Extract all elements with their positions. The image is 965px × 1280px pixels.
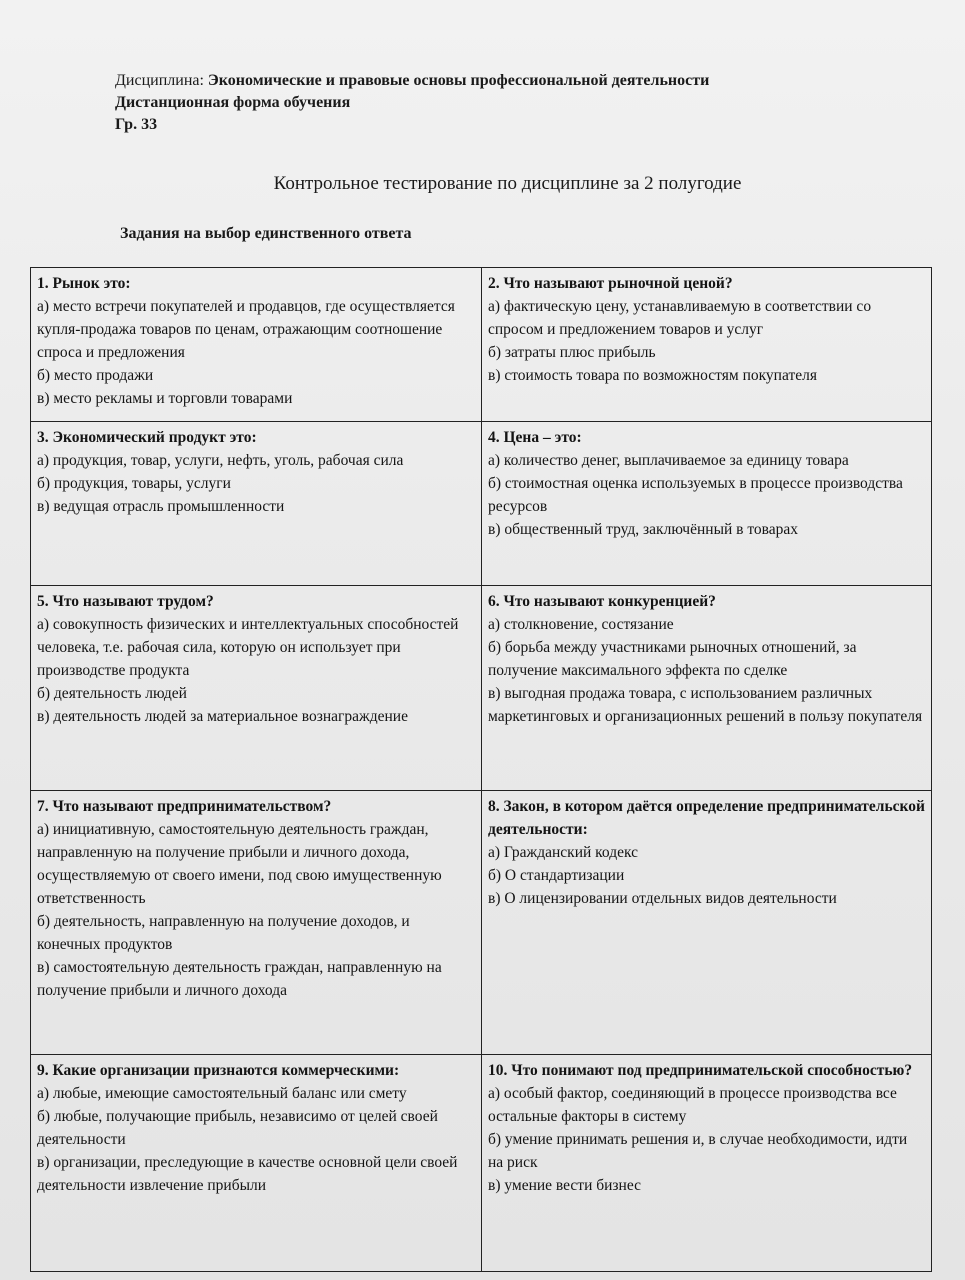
option-a: а) Гражданский кодекс [488,844,639,861]
question-cell-4 [482,422,932,586]
option-c: в) организации, преследующие в качестве основной цели своей деятельности извлечение прибыли [37,1154,458,1194]
option-c: в) деятельность людей за материальное вознаграждение [37,708,408,725]
option-c: в) общественный труд, заключённый в товарах [488,521,799,538]
option-c: в) умение вести бизнес [488,1177,641,1194]
option-b: б) умение принимать решения и, в случае необходимости, идти на риск [488,1131,908,1171]
document-header [115,70,915,136]
question-cell-5 [31,586,482,791]
question-cell-7 [31,791,482,1055]
option-a: а) продукция, товар, услуги, нефть, уголь, рабочая сила [37,452,404,469]
option-a: а) количество денег, выплачиваемое за единицу товара [488,452,849,469]
table-row [31,791,932,1055]
option-b: б) деятельность, направленную на получение доходов, и конечных продуктов [37,913,410,953]
option-b: б) продукция, товары, услуги [37,475,231,492]
question-text: 5. Что называют трудом? [37,593,214,610]
option-b: б) деятельность людей [37,685,187,702]
option-b: б) О стандартизации [488,867,625,884]
discipline-name: Экономические и правовые основы профессиональной деятельности [207,72,710,89]
option-c: в) место рекламы и торговли товарами [37,390,293,407]
option-a: а) инициативную, самостоятельную деятельность граждан, направленную на получение прибыли и личного дохода, осуществляемую от своего имени, под свою имущественную ответственность [37,821,442,907]
question-cell-10 [482,1055,932,1272]
table-row [31,586,932,791]
option-a: а) место встречи покупателей и продавцов, где осуществляется купля-продажа товаров по ценам, отражающим соотношение спроса и предложения [37,298,455,361]
section-subtitle: Задания на выбор единственного ответа [120,225,412,242]
question-text: 1. Рынок это: [37,275,131,292]
option-c: в) ведущая отрасль промышленности [37,498,285,515]
option-a: а) любые, имеющие самостоятельный баланс или смету [37,1085,407,1102]
question-text: 3. Экономический продукт это: [37,429,257,446]
question-text: 8. Закон, в котором даётся определение предпринимательской деятельности: [488,798,925,838]
question-text: 7. Что называют предпринимательством? [37,798,332,815]
question-cell-6 [482,586,932,791]
study-form: Дистанционная форма обучения [115,94,351,111]
option-b: б) затраты плюс прибыль [488,344,656,361]
question-cell-2 [482,268,932,422]
table-row [31,268,932,422]
option-a: а) фактическую цену, устанавливаемую в соответствии со спросом и предложением товаров и услуг [488,298,872,338]
option-c: в) О лицензировании отдельных видов деятельности [488,890,837,907]
question-cell-1 [31,268,482,422]
option-c: в) самостоятельную деятельность граждан, направленную на получение прибыли и личного дохода [37,959,442,999]
discipline-line [115,70,915,92]
option-c: в) стоимость товара по возможностям покупателя [488,367,817,384]
question-cell-8 [482,791,932,1055]
question-text: 10. Что понимают под предпринимательской способностью? [488,1062,913,1079]
option-b: б) стоимостная оценка используемых в процессе производства ресурсов [488,475,903,515]
page-title: Контрольное тестирование по дисциплине за 2 полугодие [273,173,742,194]
question-text: 2. Что называют рыночной ценой? [488,275,733,292]
option-a: а) особый фактор, соединяющий в процессе производства все остальные факторы в систему [488,1085,897,1125]
option-b: б) любые, получающие прибыль, независимо от целей своей деятельности [37,1108,438,1148]
group-number: Гр. 33 [115,116,158,133]
question-text: 9. Какие организации признаются коммерческими: [37,1062,400,1079]
discipline-label: Дисциплина: [115,72,204,89]
option-b: б) место продажи [37,367,154,384]
option-b: б) борьба между участниками рыночных отношений, за получение максимального эффекта по сделке [488,639,857,679]
option-a: а) совокупность физических и интеллектуальных способностей человека, т.е. рабочая сила, которую он использует при производстве продукта [37,616,459,679]
question-cell-3 [31,422,482,586]
table-row [31,422,932,586]
table-row [31,1055,932,1272]
question-text: 4. Цена – это: [488,429,582,446]
question-cell-9 [31,1055,482,1272]
option-a: а) столкновение, состязание [488,616,674,633]
question-text: 6. Что называют конкуренцией? [488,593,716,610]
option-c: в) выгодная продажа товара, с использованием различных маркетинговых и организационных решений в пользу покупателя [488,685,923,725]
questions-table [30,267,932,1272]
